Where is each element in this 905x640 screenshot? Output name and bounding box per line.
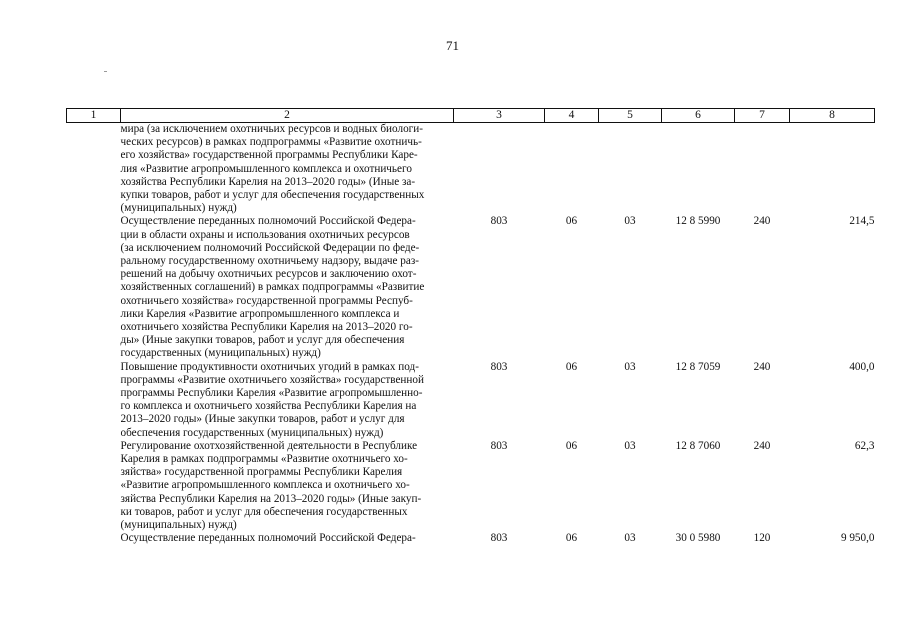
- description-line: зяйства» государственной программы Республики Карелия: [120, 466, 403, 479]
- description-line: лия «Развитие агропромышленного комплекса и охотничьего: [120, 162, 412, 175]
- description-line: Повышение продуктивности охотничьих угодий в рамках под-: [120, 360, 419, 373]
- description-line: хозяйства Республики Карелия на 2013–2020 годы» (Иные за-: [120, 175, 416, 188]
- cell-target-article: [662, 123, 735, 216]
- description-line: лики Карелия «Развитие агропромышленного комплекса и: [120, 307, 400, 320]
- cell-ministry-code: 803: [490, 532, 508, 545]
- cell-expense-type: [735, 123, 790, 216]
- cell-target-article: 30 0 5980: [675, 532, 721, 545]
- table-row: [67, 123, 875, 216]
- col-header-3: 3: [454, 109, 545, 123]
- description-line: программы Республики Карелия «Развитие агропромышленно-: [120, 387, 423, 400]
- cell-expense-type: 120: [753, 532, 771, 545]
- cell-section: 06: [565, 532, 578, 545]
- description-line: ческих ресурсов) в рамках подпрограммы «Развитие охотничь-: [120, 136, 422, 149]
- table-row: [67, 440, 875, 532]
- cell-section: 06: [565, 360, 578, 373]
- description-line: (муниципальных) нужд): [120, 519, 237, 532]
- description-line: купки товаров, работ и услуг для обеспечения государственных: [120, 189, 425, 202]
- col-header-5: 5: [599, 109, 662, 123]
- row-description: [121, 440, 454, 532]
- row-description: [121, 215, 454, 360]
- col-header-7: 7: [735, 109, 790, 123]
- cell-subsection: 03: [624, 215, 636, 228]
- cell-subsection: [599, 123, 662, 216]
- page-number: 71: [446, 38, 459, 53]
- col-header-1: 1: [67, 109, 121, 123]
- cell-expense-type: 240: [753, 360, 771, 373]
- cell-subsection: 03: [624, 532, 636, 545]
- cell-amount: 9 950,0: [840, 532, 875, 545]
- description-line: «Развитие агропромышленного комплекса и охотничьего хо-: [120, 479, 410, 492]
- cell-section: 06: [565, 215, 578, 228]
- description-line: охотничьего хозяйства Республики Карелия на 2013–2020 го-: [120, 321, 413, 334]
- table-row: [67, 532, 875, 545]
- description-line: го комплекса и охотничьего хозяйства Республики Карелия на: [120, 400, 417, 413]
- cell-ministry-code: 803: [490, 215, 508, 228]
- cell-target-article: 12 8 7059: [675, 360, 721, 373]
- description-line: государственных (муниципальных) нужд): [120, 347, 321, 360]
- cell-subsection: 03: [624, 439, 636, 452]
- description-line: мира (за исключением охотничьих ресурсов и водных биологи-: [120, 123, 423, 135]
- description-line: программы «Развитие охотничьего хозяйства» государственной: [120, 373, 424, 386]
- description-line: ды» (Иные закупки товаров, работ и услуг для обеспечения: [120, 334, 405, 347]
- cell-target-article: 12 8 7060: [675, 439, 721, 452]
- row-description: [121, 361, 454, 440]
- cell-ministry-code: [454, 123, 545, 216]
- cell-ministry-code: 803: [490, 439, 508, 452]
- row-description: [121, 532, 454, 545]
- cell-ministry-code: 803: [490, 360, 508, 373]
- col-header-8: 8: [790, 109, 875, 123]
- description-line: ральному государственному охотничьему надзору, выдаче раз-: [120, 255, 419, 268]
- cell-section: 06: [565, 439, 578, 452]
- cell-amount: 214,5: [849, 215, 875, 228]
- description-line: охотничьего хозяйства» государственной программы Респуб-: [120, 294, 413, 307]
- budget-table: [66, 108, 875, 546]
- col-header-6: 6: [662, 109, 735, 123]
- scan-speck: [104, 71, 107, 72]
- description-line: решений на добычу охотничьих ресурсов и заключению охот-: [120, 268, 417, 281]
- row-description: [121, 123, 454, 216]
- col-header-2: 2: [121, 109, 454, 123]
- cell-subsection: 03: [624, 360, 636, 373]
- description-line: (за исключением полномочий Российской Федерации по феде-: [120, 241, 420, 254]
- description-line: 2013–2020 годы» (Иные закупки товаров, работ и услуг для: [120, 413, 405, 426]
- cell-expense-type: 240: [753, 439, 771, 452]
- description-line: зяйства Республики Карелия на 2013–2020 годы» (Иные закуп-: [120, 492, 422, 505]
- cell-section: [545, 123, 599, 216]
- description-line: ки товаров, работ и услуг для обеспечения государственных: [120, 505, 408, 518]
- cell-amount: [790, 123, 875, 216]
- description-line: Осуществление переданных полномочий Российской Федера-: [120, 215, 416, 228]
- description-line: Регулирование охотхозяйственной деятельности в Республике: [120, 439, 418, 452]
- description-line: обеспечения государственных (муниципальных) нужд): [120, 426, 384, 439]
- table-row: [67, 361, 875, 440]
- header-row: [67, 109, 875, 123]
- cell-target-article: 12 8 5990: [675, 215, 721, 228]
- col-header-4: 4: [545, 109, 599, 123]
- description-line: Карелия в рамках подпрограммы «Развитие охотничьего хо-: [120, 453, 408, 466]
- description-line: Осуществление переданных полномочий Российской Федера-: [120, 532, 416, 545]
- description-line: его хозяйства» государственной программы Республики Каре-: [120, 149, 418, 162]
- description-line: ции в области охраны и использования охотничьих ресурсов: [120, 228, 410, 241]
- description-line: (муниципальных) нужд): [120, 202, 237, 215]
- cell-amount: 62,3: [854, 439, 875, 452]
- cell-expense-type: 240: [753, 215, 771, 228]
- table-row: [67, 215, 875, 360]
- cell-amount: 400,0: [849, 360, 875, 373]
- description-line: хозяйственных соглашений) в рамках подпрограммы «Развитие: [120, 281, 425, 294]
